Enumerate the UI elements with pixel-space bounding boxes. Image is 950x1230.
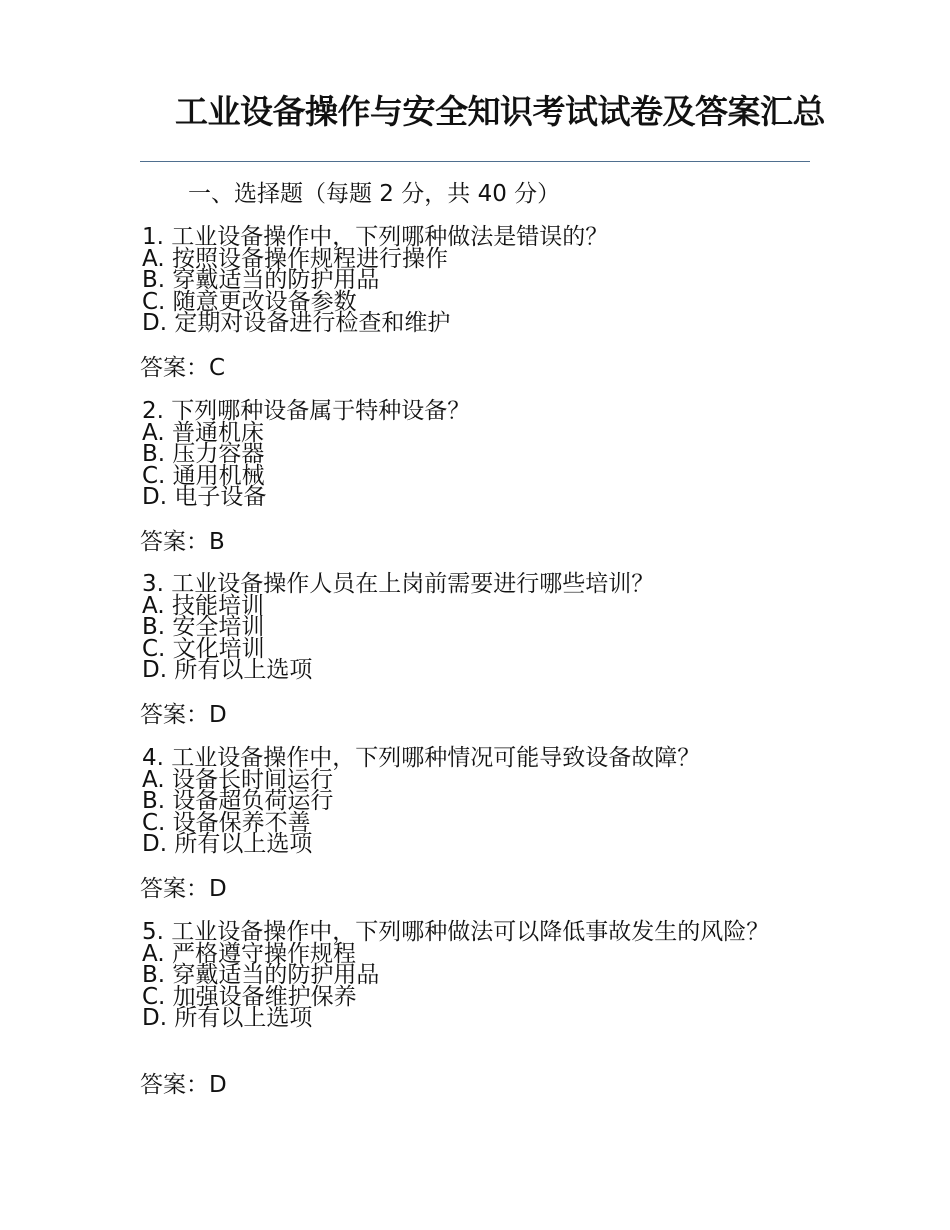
option-a: A. 设备长时间运行: [142, 766, 333, 793]
answer-2: 答案：B: [140, 529, 225, 555]
option-d: D. 定期对设备进行检查和维护: [142, 310, 451, 336]
document-title: 工业设备操作与安全知识考试试卷及答案汇总: [175, 92, 825, 131]
option-d: D. 所有以上选项: [142, 657, 313, 683]
option-a: A. 按照设备操作规程进行操作: [142, 245, 448, 272]
question-stem: 2. 下列哪种设备属于特种设备？: [142, 398, 471, 424]
option-c: C. 随意更改设备参数: [142, 288, 357, 315]
option-c: C. 加强设备维护保养: [142, 983, 357, 1010]
option-b: B. 安全培训: [142, 614, 265, 640]
option-d: D. 电子设备: [142, 484, 267, 510]
question-3: [142, 571, 782, 683]
option-d: D. 所有以上选项: [142, 1005, 313, 1031]
question-stem: 5. 工业设备操作中，下列哪种做法可以降低事故发生的风险？: [142, 919, 770, 945]
title-divider: [140, 161, 810, 162]
option-c: C. 文化培训: [142, 635, 265, 662]
answer-5: 答案：D: [140, 1072, 227, 1098]
option-a: A. 严格遵守操作规程: [142, 940, 356, 967]
option-b: B. 穿戴适当的防护用品: [142, 962, 380, 988]
question-2: [142, 398, 782, 510]
question-5: [142, 919, 770, 1031]
option-a: A. 普通机床: [142, 419, 264, 446]
section-heading: 一、选择题（每题 2 分，共 40 分）: [188, 181, 561, 207]
option-b: B. 压力容器: [142, 441, 265, 467]
answer-4: 答案：D: [140, 876, 227, 902]
question-stem: 4. 工业设备操作中，下列哪种情况可能导致设备故障？: [142, 745, 701, 771]
answer-1: 答案：C: [140, 355, 226, 381]
option-d: D. 所有以上选项: [142, 831, 313, 857]
answer-3: 答案：D: [140, 702, 227, 728]
option-b: B. 设备超负荷运行: [142, 788, 334, 814]
option-c: C. 通用机械: [142, 462, 265, 489]
option-b: B. 穿戴适当的防护用品: [142, 267, 380, 293]
question-stem: 1. 工业设备操作中，下列哪种做法是错误的？: [142, 224, 609, 250]
option-a: A. 技能培训: [142, 592, 264, 619]
option-c: C. 设备保养不善: [142, 809, 311, 836]
question-4: [142, 745, 782, 857]
question-1: [142, 224, 782, 336]
question-stem: 3. 工业设备操作人员在上岗前需要进行哪些培训？: [142, 571, 655, 597]
